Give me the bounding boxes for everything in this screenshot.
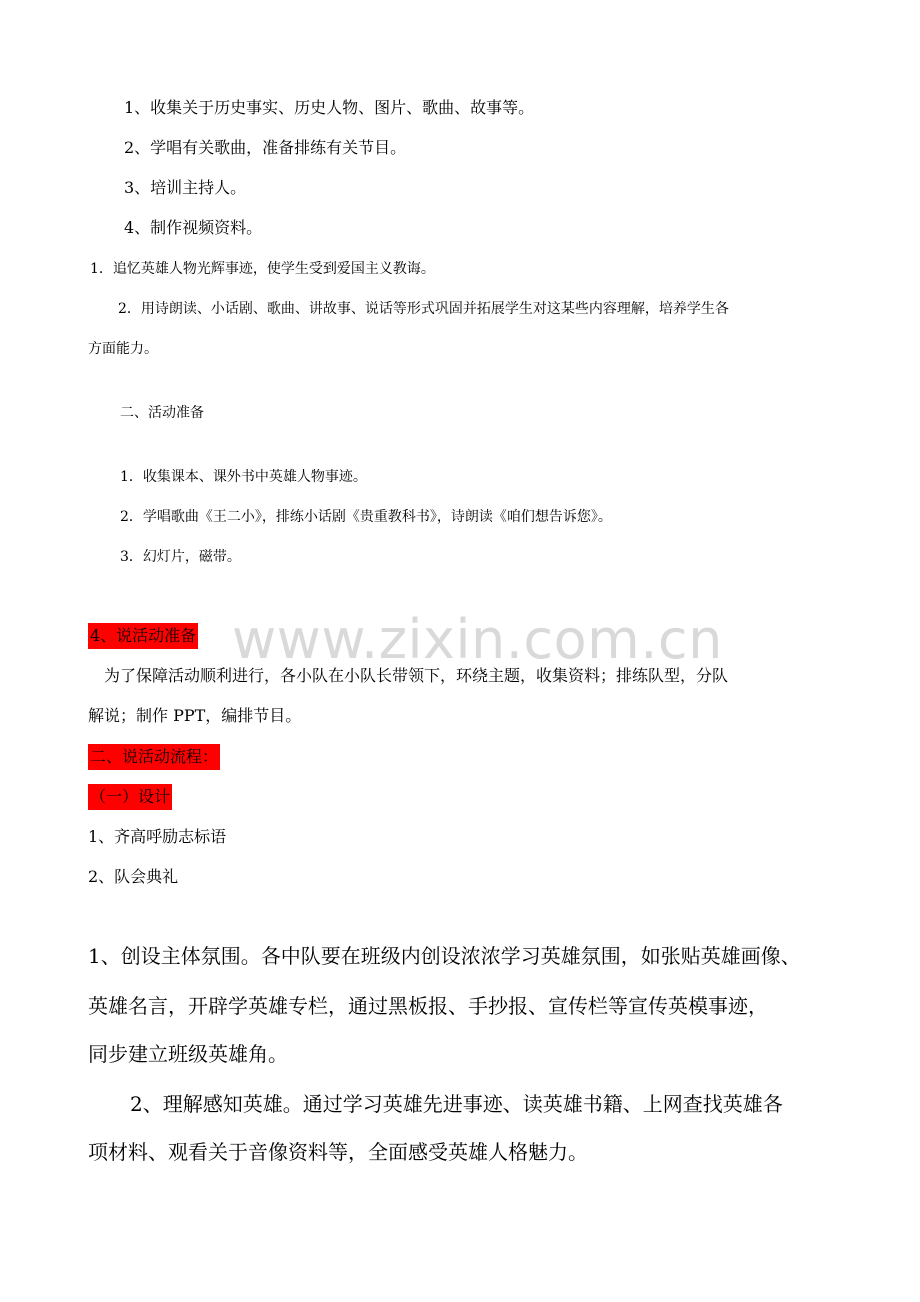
activity-prep-item-1: 1．收集课本、课外书中英雄人物事迹。 [120, 469, 367, 485]
goal-item-2-line1: 2．用诗朗读、小话剧、歌曲、讲故事、说话等形式巩固并拓展学生对这某些内容理解，培养学生各 [118, 301, 729, 317]
prep-item-3: 3、培训主持人。 [124, 178, 247, 197]
prep-item-4: 4、制作视频资料。 [124, 218, 263, 237]
activity-prep-item-3: 3．幻灯片，磁带。 [120, 549, 241, 565]
process-item-2: 2、队会典礼 [88, 867, 179, 886]
process-heading: 二、说活动流程： [88, 744, 220, 770]
body-p1-line1: 1、创设主体氛围。各中队要在班级内创设浓浓学习英雄氛围，如张贴英雄画像、 [88, 944, 801, 968]
goal-item-2-line2: 方面能力。 [88, 341, 158, 357]
prep-item-1: 1、收集关于历史事实、历史人物、图片、歌曲、故事等。 [124, 98, 535, 117]
activity-prep-heading: 二、活动准备 [120, 405, 204, 421]
process-sub-heading: （一）设计 [88, 784, 172, 810]
activity-prep-item-2: 2．学唱歌曲《王二小》，排练小话剧《贵重教科书》，诗朗读《咱们想告诉您》。 [120, 509, 612, 525]
say-prep-heading: 4、说活动准备 [88, 623, 198, 649]
say-prep-para-line1: 为了保障活动顺利进行，各小队在小队长带领下，环绕主题，收集资料；排练队型，分队 [104, 666, 729, 685]
body-p2-line2: 项材料、观看关于音像资料等，全面感受英雄人格魅力。 [88, 1140, 588, 1164]
say-prep-para-line2: 解说；制作 PPT，编排节目。 [88, 706, 302, 725]
goal-item-1: 1．追忆英雄人物光辉事迹，使学生受到爱国主义教诲。 [90, 261, 435, 277]
body-p1-line3: 同步建立班级英雄角。 [88, 1042, 288, 1066]
prep-item-2: 2、学唱有关歌曲，准备排练有关节目。 [124, 138, 407, 157]
watermark: www.zixin.com.cn [232, 608, 723, 671]
body-p2-line1: 2、理解感知英雄。通过学习英雄先进事迹、读英雄书籍、上网查找英雄各 [130, 1092, 783, 1116]
process-item-1: 1、齐高呼励志标语 [88, 827, 227, 846]
body-p1-line2: 英雄名言，开辟学英雄专栏，通过黑板报、手抄报、宣传栏等宣传英模事迹， [88, 994, 768, 1018]
